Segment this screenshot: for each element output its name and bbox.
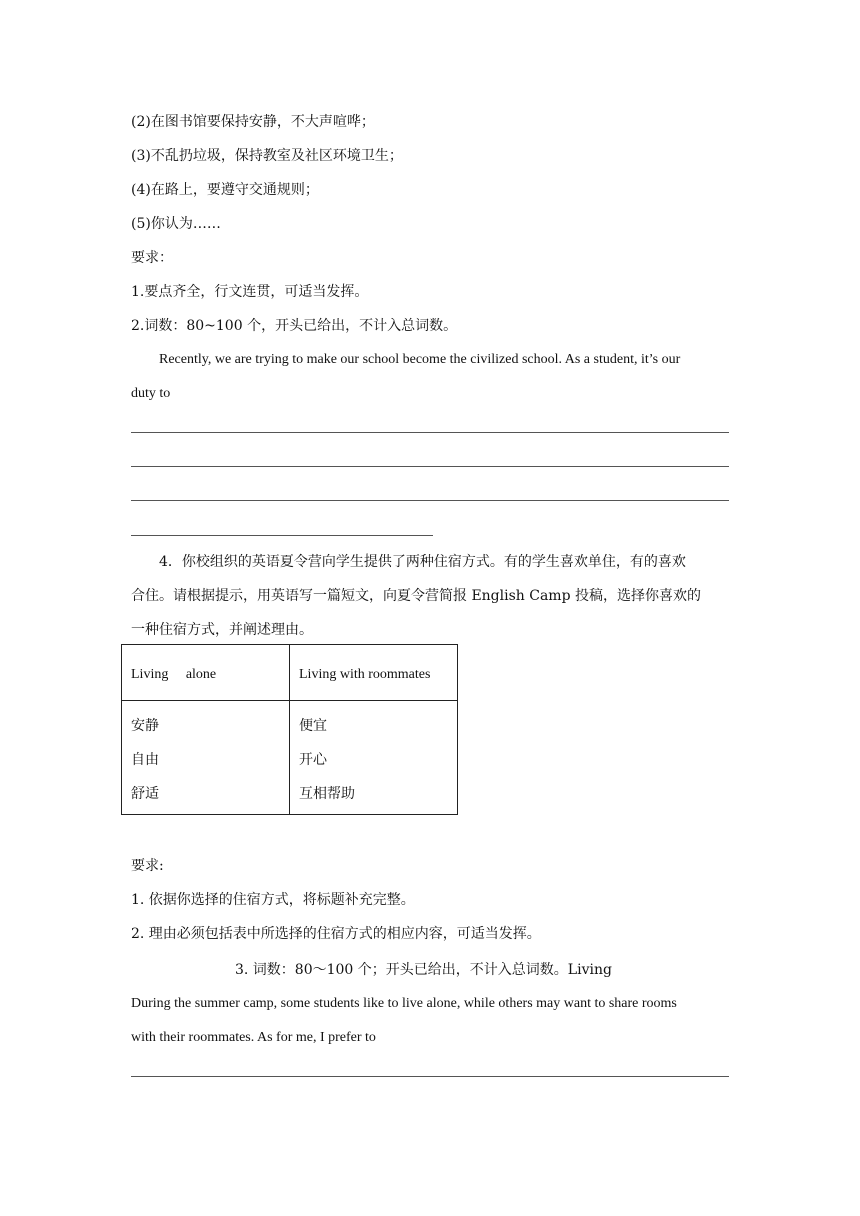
q4-prompt-line-1: 4．你校组织的英语夏令营向学生提供了两种住宿方式。有的学生喜欢单住，有的喜欢 xyxy=(159,554,686,570)
rule-item-4: (4)在路上，要遵守交通规则； xyxy=(131,182,319,198)
q3-opening-line-2: duty to xyxy=(131,386,171,401)
q3-requirement-2: 2.词数：80~100 个，开头已给出，不计入总词数。 xyxy=(131,318,458,334)
q4-opening-line-1: During the summer camp, some students like to live alone, while others may want to share rooms xyxy=(131,996,677,1011)
list-item: 互相帮助 xyxy=(299,786,355,802)
table-header-cell xyxy=(290,645,458,701)
list-item: 安静 xyxy=(131,718,159,734)
q3-requirement-1: 1.要点齐全，行文连贯，可适当发挥。 xyxy=(131,284,369,300)
q4-requirement-2: 2. 理由必须包括表中所选择的住宿方式的相应内容，可适当发挥。 xyxy=(131,926,541,942)
list-item: 舒适 xyxy=(131,786,159,802)
q3-requirements-heading: 要求： xyxy=(131,250,173,266)
table-header-cell xyxy=(122,645,290,701)
rule-item-2: (2)在图书馆要保持安静，不大声喧哗； xyxy=(131,114,375,130)
answer-line xyxy=(131,500,729,501)
list-item: 开心 xyxy=(299,752,327,768)
q3-opening-line-1: Recently, we are trying to make our school become the civilized school. As a student, it’s our xyxy=(159,352,681,367)
table-cell-living-with-roommates xyxy=(290,701,458,815)
q4-requirement-1: 1. 依据你选择的住宿方式，将标题补充完整。 xyxy=(131,892,415,908)
rule-item-5: (5)你认为…… xyxy=(131,216,221,232)
q4-prompt-line-2: 合住。请根据提示，用英语写一篇短文，向夏令营简报 English Camp 投稿，选择你喜欢的 xyxy=(131,588,701,604)
answer-line xyxy=(131,432,729,433)
q4-requirements-heading: 要求: xyxy=(131,858,164,874)
table-cell-living-alone xyxy=(122,701,290,815)
q4-opening-line-2: with their roommates. As for me, I prefer to xyxy=(131,1030,376,1045)
list-item: 自由 xyxy=(131,752,159,768)
answer-line xyxy=(131,535,433,536)
header-living-alone: Living alone xyxy=(131,667,217,682)
answer-line xyxy=(131,1076,729,1077)
answer-line xyxy=(131,466,729,467)
q4-requirement-3: 3. 词数：80～100 个；开头已给出，不计入总词数。Living xyxy=(235,962,612,978)
header-living-with-roommates: Living with roommates xyxy=(299,667,431,682)
rule-item-3: (3)不乱扔垃圾，保持教室及社区环境卫生； xyxy=(131,148,403,164)
q4-prompt-line-3: 一种住宿方式，并阐述理由。 xyxy=(131,622,313,638)
list-item: 便宜 xyxy=(299,718,327,734)
accommodation-options-table xyxy=(121,644,458,815)
